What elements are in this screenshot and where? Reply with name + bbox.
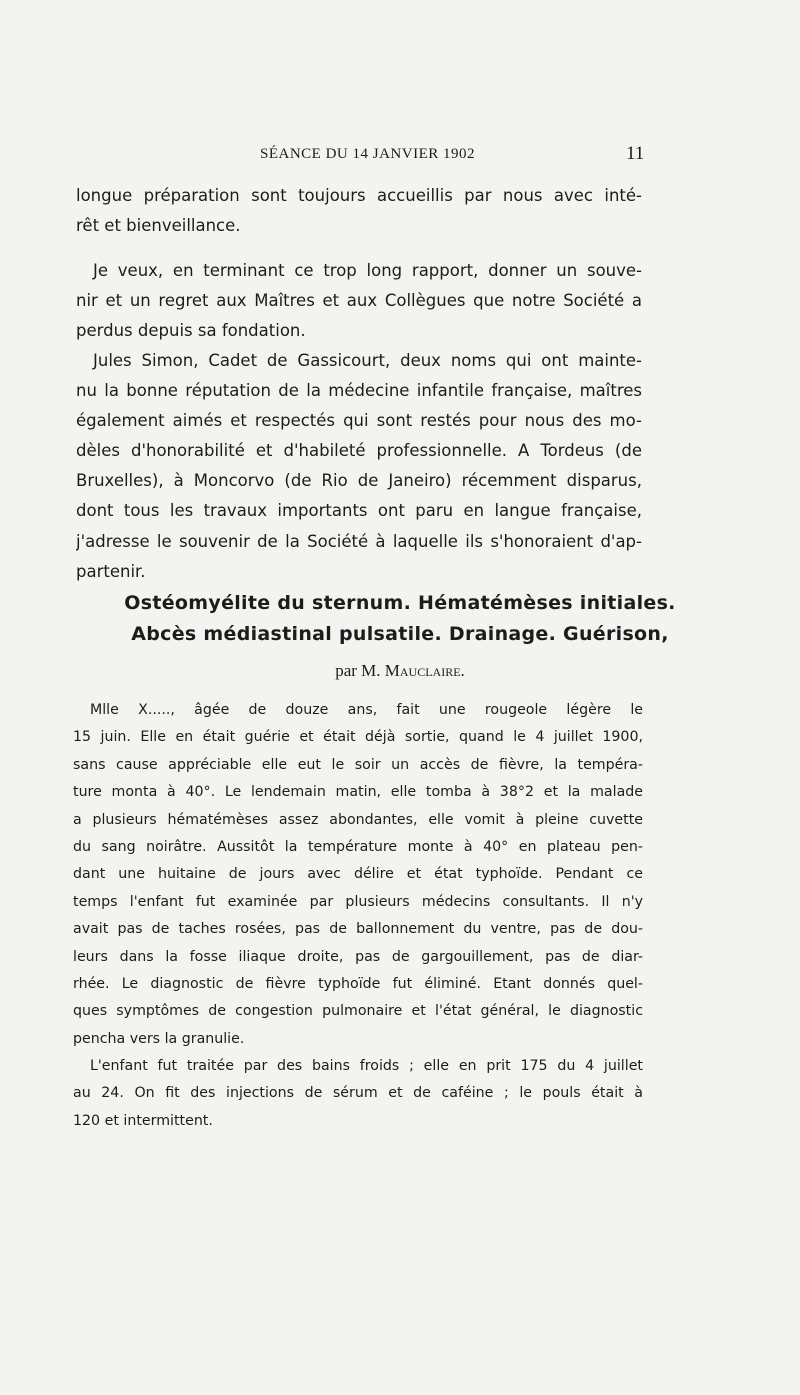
text-line: perdus depuis sa fondation. (76, 321, 306, 341)
text-line: du sang noirâtre. Aussitôt la température monte à 40° en plateau pen- (73, 838, 643, 855)
text-line: 120 et intermittent. (73, 1112, 213, 1129)
author-prefix: par M. (335, 661, 385, 680)
text-line: leurs dans la fosse iliaque droite, pas de gargouillement, pas de diar- (73, 948, 643, 965)
text-line: Mlle X....., âgée de douze ans, fait une rougeole légère le (90, 702, 643, 718)
text-line: temps l'enfant fut examinée par plusieurs médecins consultants. Il n'y (73, 893, 643, 910)
text-line: L'enfant fut traitée par des bains froids ; elle en prit 175 du 4 juillet (90, 1058, 643, 1074)
text-line: avait pas de taches rosées, pas de ballonnement du ventre, pas de dou- (73, 921, 643, 938)
text-line: rhée. Le diagnostic de fièvre typhoïde fut éliminé. Etant donnés quel- (73, 975, 643, 992)
case-paragraph-2 (73, 1053, 643, 1135)
memorial-paragraph-1 (76, 256, 642, 346)
text-line: partenir. (76, 561, 146, 581)
text-line: également aimés et respectés qui sont restés pour nous des mo- (76, 411, 642, 431)
intro-paragraph (76, 181, 642, 241)
text-line: dèles d'honorabilité et d'habileté professionnelle. A Tordeus (de (76, 441, 642, 461)
running-header: SÉANCE DU 14 JANVIER 1902 (260, 146, 475, 162)
text-line: au 24. On fit des injections de sérum et de caféine ; le pouls était à (73, 1085, 643, 1102)
text-line: a plusieurs hématémèses assez abondantes, elle vomit à pleine cuvette (73, 811, 643, 828)
article-author (0, 661, 800, 681)
case-paragraph-1 (73, 697, 643, 1053)
text-line: ques symptômes de congestion pulmonaire et l'état général, le diagnostic (73, 1003, 643, 1020)
text-line: Bruxelles), à Moncorvo (de Rio de Janeiro) récemment disparus, (76, 471, 642, 491)
text-line: longue préparation sont toujours accueillis par nous avec inté- (76, 186, 642, 205)
author-name: Mauclaire. (384, 661, 465, 680)
page-number: 11 (626, 143, 645, 164)
text-line: 15 juin. Elle en était guérie et était déjà sortie, quand le 4 juillet 1900, (73, 729, 643, 746)
article-title-line-2: Abcès médiastinal pulsatile. Drainage. Guérison, (131, 623, 669, 645)
article-title-line-1: Ostéomyélite du sternum. Hématémèses initiales. (124, 592, 676, 614)
text-line: nu la bonne réputation de la médecine infantile française, maîtres (76, 381, 642, 401)
text-line: rêt et bienveillance. (76, 216, 241, 236)
text-line: Jules Simon, Cadet de Gassicourt, deux noms qui ont mainte- (93, 351, 642, 370)
text-line: j'adresse le souvenir de la Société à laquelle ils s'honoraient d'ap- (76, 531, 642, 551)
text-line: sans cause appréciable elle eut le soir un accès de fièvre, la tempéra- (73, 756, 643, 773)
text-line: Je veux, en terminant ce trop long rapport, donner un souve- (93, 261, 642, 280)
text-line: dant une huitaine de jours avec délire et état typhoïde. Pendant ce (73, 866, 643, 883)
text-line: pencha vers la granulie. (73, 1030, 245, 1047)
text-line: ture monta à 40°. Le lendemain matin, elle tomba à 38°2 et la malade (73, 784, 643, 801)
text-line: nir et un regret aux Maîtres et aux Collègues que notre Société a (76, 291, 642, 311)
text-line: dont tous les travaux importants ont paru en langue française, (76, 501, 642, 521)
memorial-paragraph-2 (76, 346, 642, 587)
